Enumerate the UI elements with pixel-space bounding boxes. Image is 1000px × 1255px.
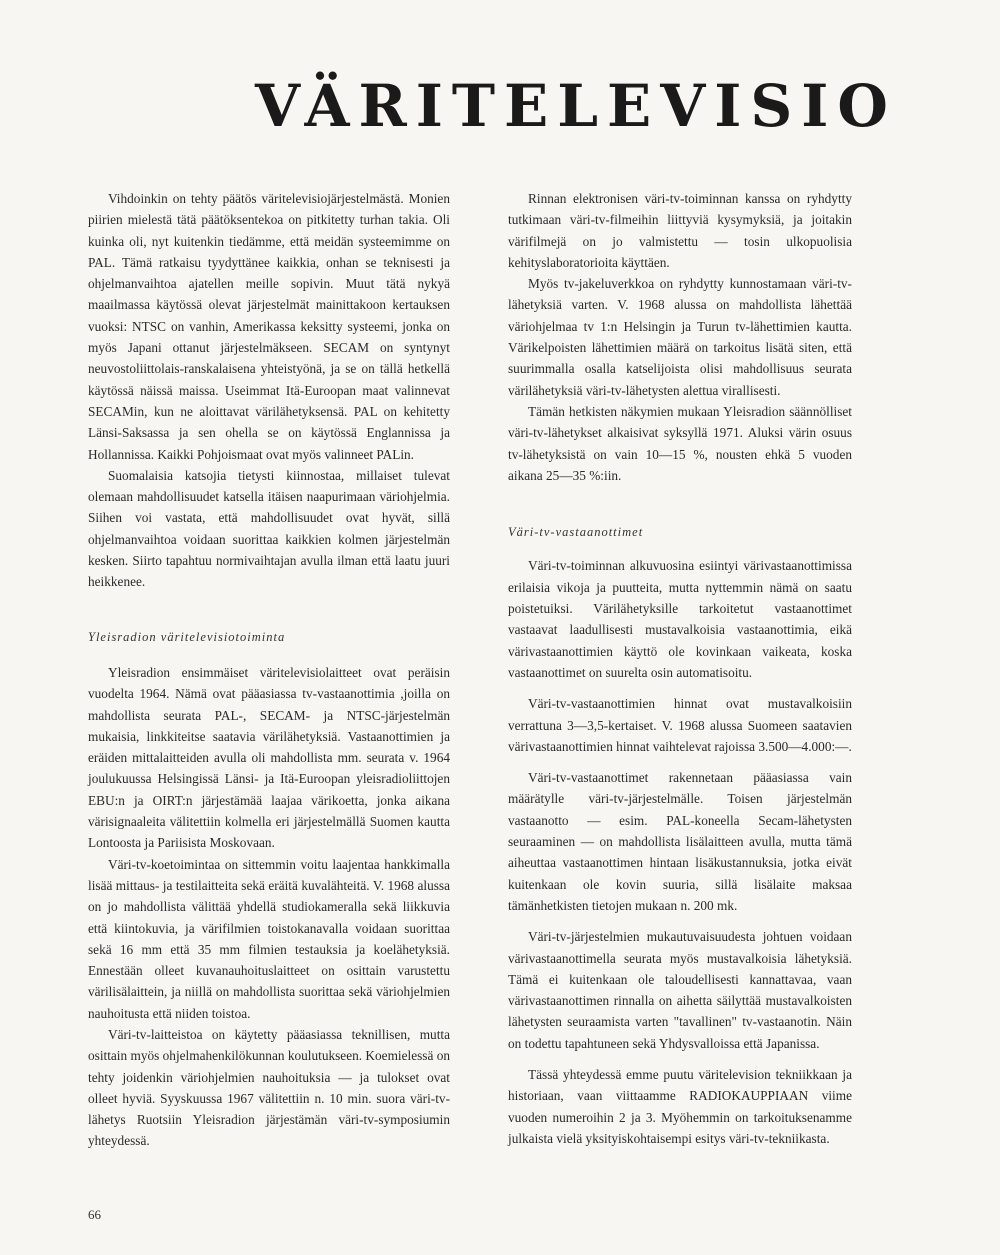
section-heading: Yleisradion väritelevisiotoiminta <box>88 629 286 644</box>
paragraph: Väri-tv-vastaanottimet rakennetaan pääasiassa vain määrätylle väri-tv-järjestelmälle. Toisen järjestelmän vastaanotto — esim. PAL-koneella Secam-lähetysten seuraaminen — on mahdollista lisälaitteen avulla, mutta tämä aiheuttaa vastaanottimen hintaan lisäkustannuksia, jotka eivät kuitenkaan ole kovin suuria, sillä lisälaite maksaa tämänhetkisten tietojen mukaan n. 200 mk. <box>508 770 852 913</box>
paragraph: Väri-tv-koetoimintaa on sittemmin voitu laajentaa hankkimalla lisää mittaus- ja testilaitteita sekä eräitä kuvalähteitä. V. 1968 alussa on jo mahdollista välittää yhdellä studiokameralla sekä liikkuvia että kiintokuvia, ja värifilmien toistokanavalla voidaan suorittaa sekä 16 mm että 35 mm filmien testauksia ja koelähetyksiä. Ennestään olleet kuvanauhoituslaitteet on osittain varustettu värilisälaittein, ja niillä on mahdollista suorittaa sekä väriohjelmien nauhoitusta että niiden toistoa. <box>88 856 450 1021</box>
paragraph: Myös tv-jakeluverkkoa on ryhdytty kunnostamaan väri-tv-lähetyksiä varten. V. 1968 alussa on mahdollista lähettää väriohjelmaa tv 1:n Helsingin ja Turun tv-lähettimien kautta. Värikelpoisten lähettimien määrä on tarkoitus lisätä siten, että suurimmalla osalla katselijoista olisi mahdollisuus seurata värilähetyksiä väri-tv-lähetysten alettua virallisesti. <box>508 276 852 398</box>
paragraph: Väri-tv-laitteistoa on käytetty pääasiassa teknillisen, mutta osittain myös ohjelmahenkilökunnan koulutukseen. Koemielessä on tehty joidenkin väriohjelmien nauhoituksia — ja tulokset ovat olleet hyviä. Syyskuussa 1967 välitettiin n. 10 min. suora väri-tv-lähetys Ruotsiin Yleisradion järjestämän väri-tv-symposiumin yhteydessä. <box>88 1026 450 1149</box>
paragraph: Vihdoinkin on tehty päätös väritelevisiojärjestelmästä. Monien piirien mielestä tätä päätöksentekoa on pitkitetty turhan takia. Oli kuinka oli, nyt kuitenkin tiedämme, että meidän systeemimme on PAL. Tämä ratkaisu tyydyttänee kaikkia, onhan se teknisesti ja ohjelmanvaihtoa ajatellen meille sopivin. Muut tätä nykyä maailmassa käytössä olevat järjestelmät mainittakoon kertauksen vuoksi: NTSC on vanhin, Amerikassa keksitty systeemi, jonka on myös Japani ottanut järjestelmäkseen. SECAM on syntynyt neuvostoliittolais-ranskalaisena yhteistyönä, ja se on tällä hetkellä käytössä näissä maissa. Useimmat Itä-Euroopan maat valinnevat SECAMin, kun ne aloittavat värilähetyksensä. PAL on kehitetty Länsi-Saksassa ja sen ohella se on käytössä Englannissa ja Hollannissa. Kaikki Pohjoismaat ovat myös valinneet PALin. <box>88 191 450 462</box>
paragraph: Väri-tv-vastaanottimien hinnat ovat mustavalkoisiin verrattuna 3—3,5-kertaiset. V. 1968 alussa Suomeen saatavien värivastaanottimien hinnat vaihtelevat rajoissa 3.500—4.000:—. <box>508 696 852 754</box>
page-title: VÄRITELEVISIO <box>255 72 897 140</box>
paragraph: Väri-tv-toiminnan alkuvuosina esiintyi värivastaanottimissa erilaisia vikoja ja puutteita, mutta nyttemmin nämä on saatu poistetuiksi. Värilähetyksille tarkoitetut vastaanottimet vastaavat laadullisesti mustavalkoisia vastaanottimia, eikä värivastaanottimien käyttö ole kovinkaan vaikeata, koska vastaanottimet on suurelta osin automatisoitu. <box>508 558 852 680</box>
left-column <box>88 188 450 1152</box>
paragraph: Suomalaisia katsojia tietysti kiinnostaa, millaiset tulevat olemaan mahdollisuudet katsella itäisen naapurimaan väriohjelmia. Siihen voi vastata, että mahdollisuudet ovat hyvät, sillä ohjelmanvaihtoa voidaan suorittaa kaikkien kolmen järjestelmän kesken. Siirto tapahtuu normivaihtajan avulla ilman että laatu juuri heikkenee. <box>88 467 450 590</box>
page-number: 66 <box>88 1207 101 1222</box>
paragraph: Yleisradion ensimmäiset väritelevisiolaitteet ovat peräisin vuodelta 1964. Nämä ovat pääasiassa tv-vastaanottimia ,joilla on mahdollista seurata PAL-, SECAM- ja NTSC-järjestelmän mukaisia, linkkiteitse saatavia värilähetyksiä. Vastaanottimien ja eräiden mittalaitteiden avulla oli mahdollista mm. seurata v. 1964 joulukuussa Helsingissä Länsi- ja Itä-Euroopan yleisradioliittojen EBU:n ja OIRT:n järjestämää laajaa värikoetta, jonka aikana värisignaaleita välitettiin kolmella eri järjestelmällä Suomen kautta Lontoosta ja Pariisista Moskovaan. <box>88 664 450 851</box>
paragraph: Rinnan elektronisen väri-tv-toiminnan kanssa on ryhdytty tutkimaan väri-tv-filmeihin liittyviä kysymyksiä, ja joitakin värifilmejä on jo valmistettu — tosin ulkopuolisia kehityslaboratorioita käyttäen. <box>508 191 852 270</box>
paragraph: Tässä yhteydessä emme puutu väritelevision tekniikkaan ja historiaan, vaan viittaamme RADIOKAUPPIAAN viime vuoden numeroihin 2 ja 3. Myöhemmin on tarkoituksenamme julkaista vielä yksityiskohtaisempi esitys väri-tv-tekniikasta. <box>508 1066 852 1146</box>
paragraph: Väri-tv-järjestelmien mukautuvaisuudesta johtuen voidaan värivastaanottimella seurata myös mustavalkoisia lähetyksiä. Tämä ei kuitenkaan ole taloudellisesti kannattavaa, vaan värivastaanottimen rinnalla on aihetta säilyttää mustavalkoisten lähetysten seuraamista varten "tavallinen" tv-vastaanotin. Näin on todettu tapahtuneen sekä Yhdysvalloissa että Japanissa. <box>508 929 852 1051</box>
paragraph: Tämän hetkisten näkymien mukaan Yleisradion säännölliset väri-tv-lähetykset alkaisivat syksyllä 1971. Aluksi värin osuus tv-lähetyksistä on vain 10—15 %, nousten ehkä 5 vuoden aikana 25—35 %:iin. <box>508 403 852 483</box>
section-heading: Väri-tv-vastaanottimet <box>508 525 644 540</box>
right-column <box>508 188 852 1149</box>
